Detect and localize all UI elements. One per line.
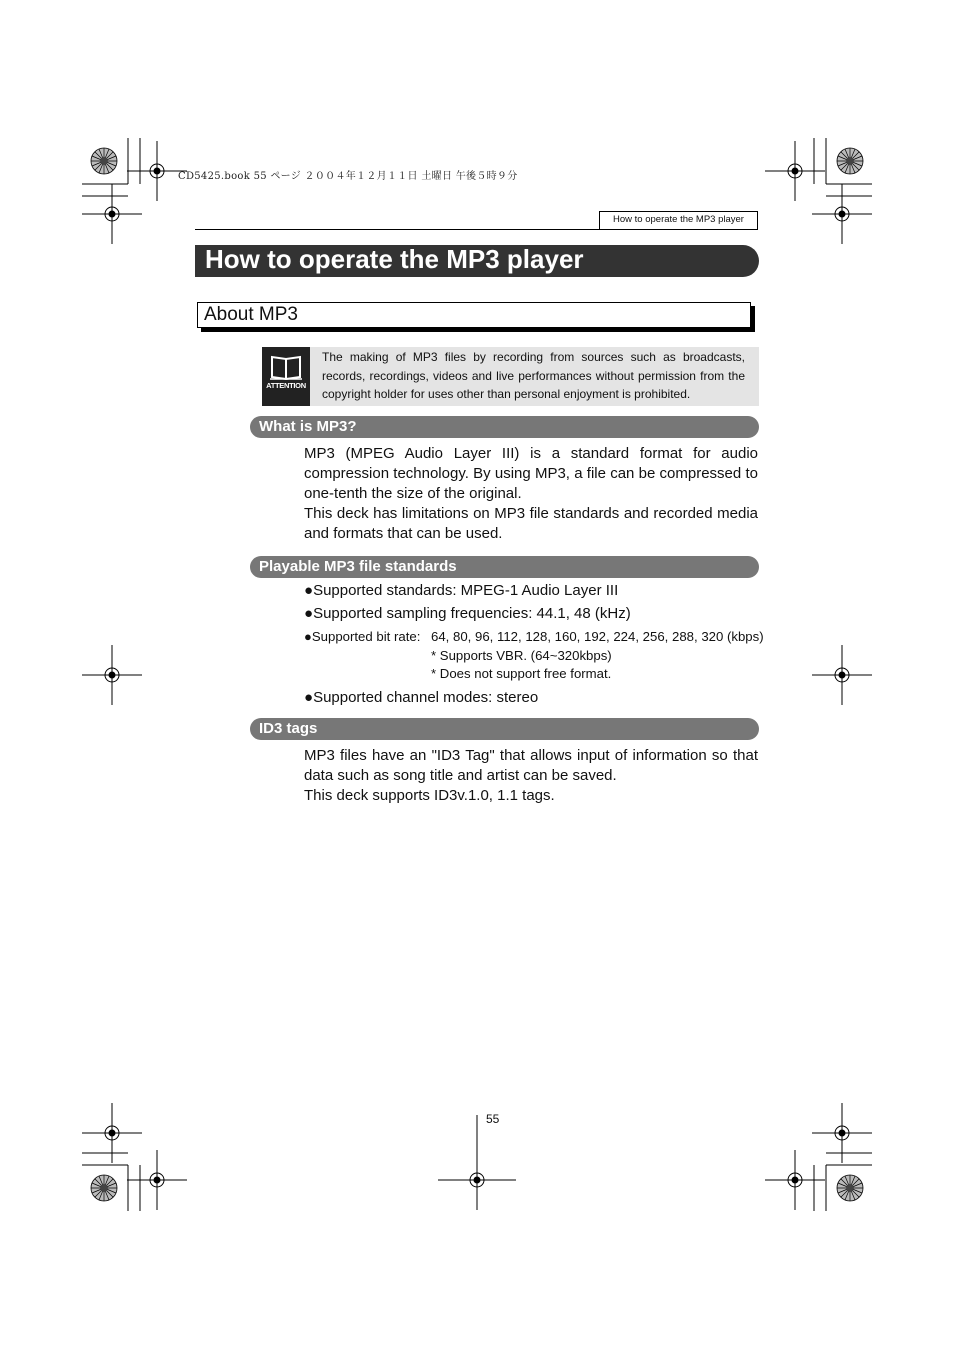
- list-item: [304, 688, 538, 708]
- list-item: [304, 581, 618, 601]
- what-is-mp3-heading: What is MP3?: [250, 416, 759, 438]
- sampling-item-text: Supported sampling frequencies: 44.1, 48 (kHz): [313, 605, 631, 622]
- running-header: How to operate the MP3 player: [599, 211, 758, 229]
- star-target-icon: [837, 148, 863, 174]
- registration-mark-icon: [82, 1103, 142, 1163]
- registration-mark-icon: [812, 184, 872, 244]
- attention-icon: [262, 347, 310, 406]
- id3-para-2: This deck supports ID3v.1.0, 1.1 tags.: [304, 787, 555, 804]
- star-target-icon: [91, 1175, 117, 1201]
- channel-item-text: Supported channel modes: stereo: [313, 689, 539, 706]
- list-item: [304, 604, 631, 624]
- book-icon: [262, 349, 310, 383]
- id3-para-1: MP3 files have an "ID3 Tag" that allows input of information so that data such as song title and artist can be saved.: [304, 747, 758, 784]
- bullet-icon: ●: [304, 629, 312, 644]
- print-info: CD5425.book 55 ページ ２００４年１２月１１日 土曜日 午後５時９分: [178, 171, 518, 182]
- attention-text: The making of MP3 files by recording from sources such as broadcasts, records, recordings, videos and live performances without permission from the copyright holder for uses other than personal enjoyment is prohibited.: [322, 350, 745, 401]
- page-title: How to operate the MP3 player: [195, 245, 759, 277]
- what-is-para-1: MP3 (MPEG Audio Layer III) is a standard format for audio compression technology. By using MP3, a file can be compressed to one-tenth the size of the original.: [304, 445, 758, 502]
- header-rule: [195, 229, 758, 230]
- bullet-icon: ●: [304, 605, 314, 622]
- bullet-icon: ●: [304, 689, 314, 706]
- page-number: 55: [486, 1112, 500, 1126]
- registration-mark-icon: [127, 1150, 187, 1210]
- registration-mark-icon: [82, 645, 142, 705]
- registration-mark-icon: [812, 645, 872, 705]
- star-target-icon: [837, 1175, 863, 1201]
- registration-mark-icon: [812, 1103, 872, 1163]
- attention-label: ATTENTION: [266, 381, 306, 390]
- standards-heading: Playable MP3 file standards: [250, 556, 759, 578]
- registration-mark-icon: [82, 184, 142, 244]
- what-is-para-2: This deck has limitations on MP3 file standards and recorded media and formats that can be used.: [304, 505, 758, 542]
- bitrate-value: 64, 80, 96, 112, 128, 160, 192, 224, 256, 288, 320 (kbps): [431, 629, 764, 644]
- star-target-icon: [91, 148, 117, 174]
- section-title: About MP3: [197, 302, 751, 328]
- registration-mark-icon: [765, 141, 825, 201]
- bitrate-label: Supported bit rate:: [311, 629, 421, 644]
- standard-item-text: Supported standards: MPEG-1 Audio Layer III: [313, 582, 619, 599]
- id3-heading: ID3 tags: [250, 718, 759, 740]
- free-format-note: * Does not support free format.: [431, 666, 612, 681]
- list-item: [304, 628, 420, 646]
- registration-mark-icon: [765, 1150, 825, 1210]
- vbr-note: * Supports VBR. (64~320kbps): [431, 648, 612, 663]
- bullet-icon: ●: [304, 582, 314, 599]
